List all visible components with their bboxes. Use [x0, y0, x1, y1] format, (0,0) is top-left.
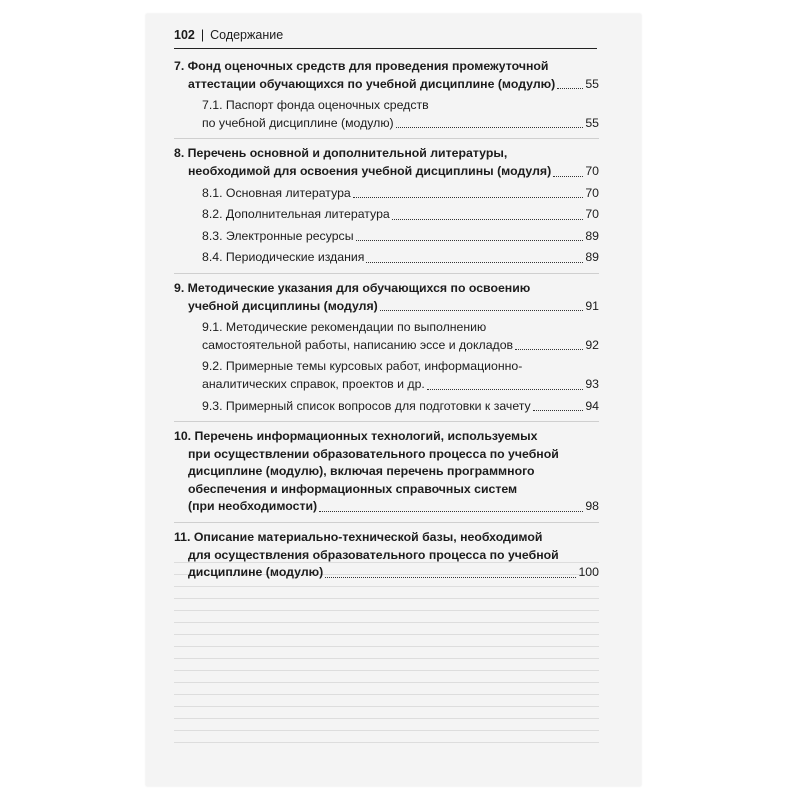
toc-entry-text: при осуществлении образовательного процесса по учебной [188, 446, 559, 461]
toc-entry-row [174, 163, 599, 181]
toc-entry-text: аналитических справок, проектов и др. [202, 376, 425, 391]
toc-entry-row [174, 298, 599, 316]
dot-leader [319, 511, 583, 512]
toc-entry-text: 10. Перечень информационных технологий, используемых [174, 429, 538, 444]
toc-entry-text: 8.2. Дополнительная литература [202, 207, 390, 222]
dot-leader [353, 197, 584, 198]
header-separator: | [200, 28, 205, 42]
toc-subsection-entry [174, 319, 599, 354]
toc-entry-row [174, 76, 599, 94]
dot-leader [366, 262, 583, 263]
toc-section-entry [174, 58, 599, 93]
toc-entry-text: 8.4. Периодические издания [202, 250, 365, 265]
bleed-through-lines [174, 562, 599, 772]
toc-page-number: 94 [585, 398, 599, 413]
header-title: Содержание [210, 28, 284, 42]
toc-subsection-entry [174, 228, 599, 246]
toc-entry-text: дисциплине (модулю), включая перечень программного [188, 464, 535, 479]
toc-page-number: 98 [585, 499, 599, 514]
dot-leader [515, 349, 583, 350]
dot-leader [356, 240, 584, 241]
toc-entry-text: 9.1. Методические рекомендации по выполнению [202, 320, 487, 335]
toc-page-number: 55 [585, 115, 599, 130]
toc-entry-text: обеспечения и информационных справочных систем [188, 481, 518, 496]
section-divider [174, 273, 599, 274]
toc-entry-text: 8. Перечень основной и дополнительной литературы, [174, 146, 508, 161]
toc-entry-text: 8.1. Основная литература [202, 185, 351, 200]
toc-page-number: 89 [585, 250, 599, 265]
toc-entry-row [174, 115, 599, 133]
toc-page-number: 55 [585, 76, 599, 91]
toc-subsection-entry [174, 398, 599, 416]
toc-page-number: 70 [585, 207, 599, 222]
toc-entry-row [174, 185, 599, 203]
page-number: 102 [174, 28, 195, 42]
table-of-contents [174, 58, 599, 582]
dot-leader [380, 310, 584, 311]
toc-entry-row [174, 228, 599, 246]
dot-leader [427, 389, 583, 390]
toc-page-number: 92 [585, 337, 599, 352]
toc-entry-text: дисциплине (модулю) [188, 565, 324, 580]
toc-entry-text: необходимой для освоения учебной дисциплины (модуля) [188, 163, 552, 178]
toc-page-number: 93 [585, 376, 599, 391]
dot-leader [533, 410, 584, 411]
section-divider [174, 138, 599, 139]
toc-entry-text: учебной дисциплины (модуля) [188, 298, 378, 313]
toc-entry-text: самостоятельной работы, написанию эссе и докладов [202, 337, 514, 352]
toc-entry-text: 7.1. Паспорт фонда оценочных средств [202, 98, 429, 113]
toc-page-number: 89 [585, 228, 599, 243]
page-header [174, 26, 597, 49]
toc-subsection-entry [174, 206, 599, 224]
toc-entry-text: 8.3. Электронные ресурсы [202, 228, 354, 243]
toc-entry-row [174, 206, 599, 224]
toc-section-entry [174, 280, 599, 315]
toc-subsection-entry [174, 249, 599, 267]
toc-subsection-entry [174, 97, 599, 132]
section-divider [174, 421, 599, 422]
toc-subsection-entry [174, 185, 599, 203]
toc-entry-text: 9.3. Примерный список вопросов для подготовки к зачету [202, 398, 531, 413]
toc-page-number: 100 [578, 565, 599, 580]
toc-entry-text: (при необходимости) [188, 499, 318, 514]
toc-entry-row [174, 337, 599, 355]
section-divider [174, 522, 599, 523]
toc-entry-row [174, 249, 599, 267]
toc-subsection-entry [174, 358, 599, 393]
toc-entry-text: для осуществления образовательного процесса по учебной [188, 547, 559, 562]
dot-leader [392, 219, 584, 220]
toc-entry-row [174, 398, 599, 416]
dot-leader [396, 127, 584, 128]
toc-entry-text: 9.2. Примерные темы курсовых работ, информационно- [202, 359, 523, 374]
toc-page-number: 70 [585, 163, 599, 178]
toc-section-entry [174, 428, 599, 516]
dot-leader [557, 88, 583, 89]
toc-page-number: 91 [585, 298, 599, 313]
toc-page-number: 70 [585, 185, 599, 200]
toc-entry-text: по учебной дисциплине (модулю) [202, 115, 394, 130]
dot-leader [553, 176, 583, 177]
toc-entry-text: 11. Описание материально-технической базы, необходимой [174, 530, 543, 545]
toc-entry-text: 9. Методические указания для обучающихся по освоению [174, 280, 531, 295]
toc-entry-text: 7. Фонд оценочных средств для проведения промежуточной [174, 59, 549, 73]
toc-entry-row [174, 498, 599, 516]
toc-entry-text: аттестации обучающихся по учебной дисциплине (модулю) [188, 76, 556, 91]
toc-section-entry [174, 145, 599, 180]
book-page [146, 14, 641, 786]
toc-entry-row [174, 376, 599, 394]
